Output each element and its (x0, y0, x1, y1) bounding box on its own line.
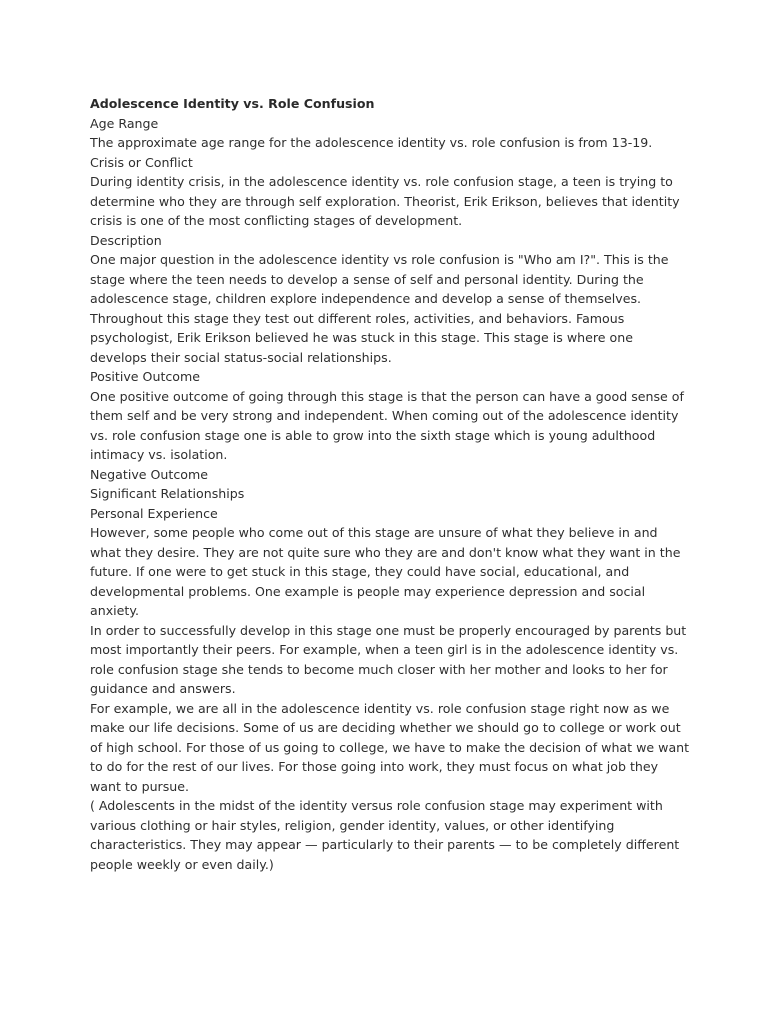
paragraph-negative: However, some people who come out of this stage are unsure of what they believe in and what they desire. They are not quite sure who they are and don't know what they want in the future. If one were to get stuck in this stage, they could have social, educational, and developmental problems. One example is people may experience depression and social anxiety. (90, 525, 681, 618)
heading-crisis-or-conflict: Crisis or Conflict (90, 154, 193, 170)
paragraph-relationships: In order to successfully develop in this stage one must be properly encouraged by parents but most importantly their peers. For example, when a teen girl is in the adolescence identity vs. role confusion stage she tends to become much closer with her mother and looks to her for guidance and answers. (90, 622, 687, 696)
heading-age-range: Age Range (90, 115, 159, 131)
heading-personal-experience: Personal Experience (90, 505, 218, 521)
heading-description: Description (90, 232, 162, 248)
paragraph-description: One major question in the adolescence identity vs role confusion is "Who am I?". This is the stage where the teen needs to develop a sense of self and personal identity. During the adolescence stage, children explore independence and develop a sense of themselves. Throughout this stage they test out different roles, activities, and behaviors. Famous psychologist, Erik Erikson believed he was stuck in this stage. This stage is where one develops their social status-social relationships. (90, 252, 669, 365)
paragraph-positive-outcome: One positive outcome of going through this stage is that the person can have a good sense of them self and be very strong and independent. When coming out of the adolescence identity vs. role confusion stage one is able to grow into the sixth stage which is young adulthood intimacy vs. isolation. (90, 388, 684, 462)
heading-positive-outcome: Positive Outcome (90, 369, 201, 384)
paragraph-personal: For example, we are all in the adolescence identity vs. role confusion stage right now as we make our life decisions. Some of us are deciding whether we should go to college or work out of high school. For those of us going to college, we have to make the decision of what we want to do for the rest of our lives. For those going into work, they must focus on what job they want to pursue. (90, 700, 690, 794)
heading-significant-relationships: Significant Relationships (90, 486, 245, 501)
document-body (90, 94, 690, 874)
paragraph-crisis: During identity crisis, in the adolescence identity vs. role confusion stage, a teen is trying to determine who they are through self exploration. Theorist, Erik Erikson, believes that identity crisis is one of the most conflicting stages of development. (90, 174, 680, 228)
paragraph-note: ( Adolescents in the midst of the identity versus role confusion stage may experiment with various clothing or hair styles, religion, gender identity, values, or other identifying characteristics. They may appear — particularly to their parents — to be completely different people weekly or even daily.) (90, 798, 680, 872)
document-title: Adolescence Identity vs. Role Confusion (90, 96, 375, 111)
paragraph-age-range: The approximate age range for the adolescence identity vs. role confusion is from 13-19. (90, 135, 653, 150)
heading-negative-outcome: Negative Outcome (90, 466, 208, 482)
